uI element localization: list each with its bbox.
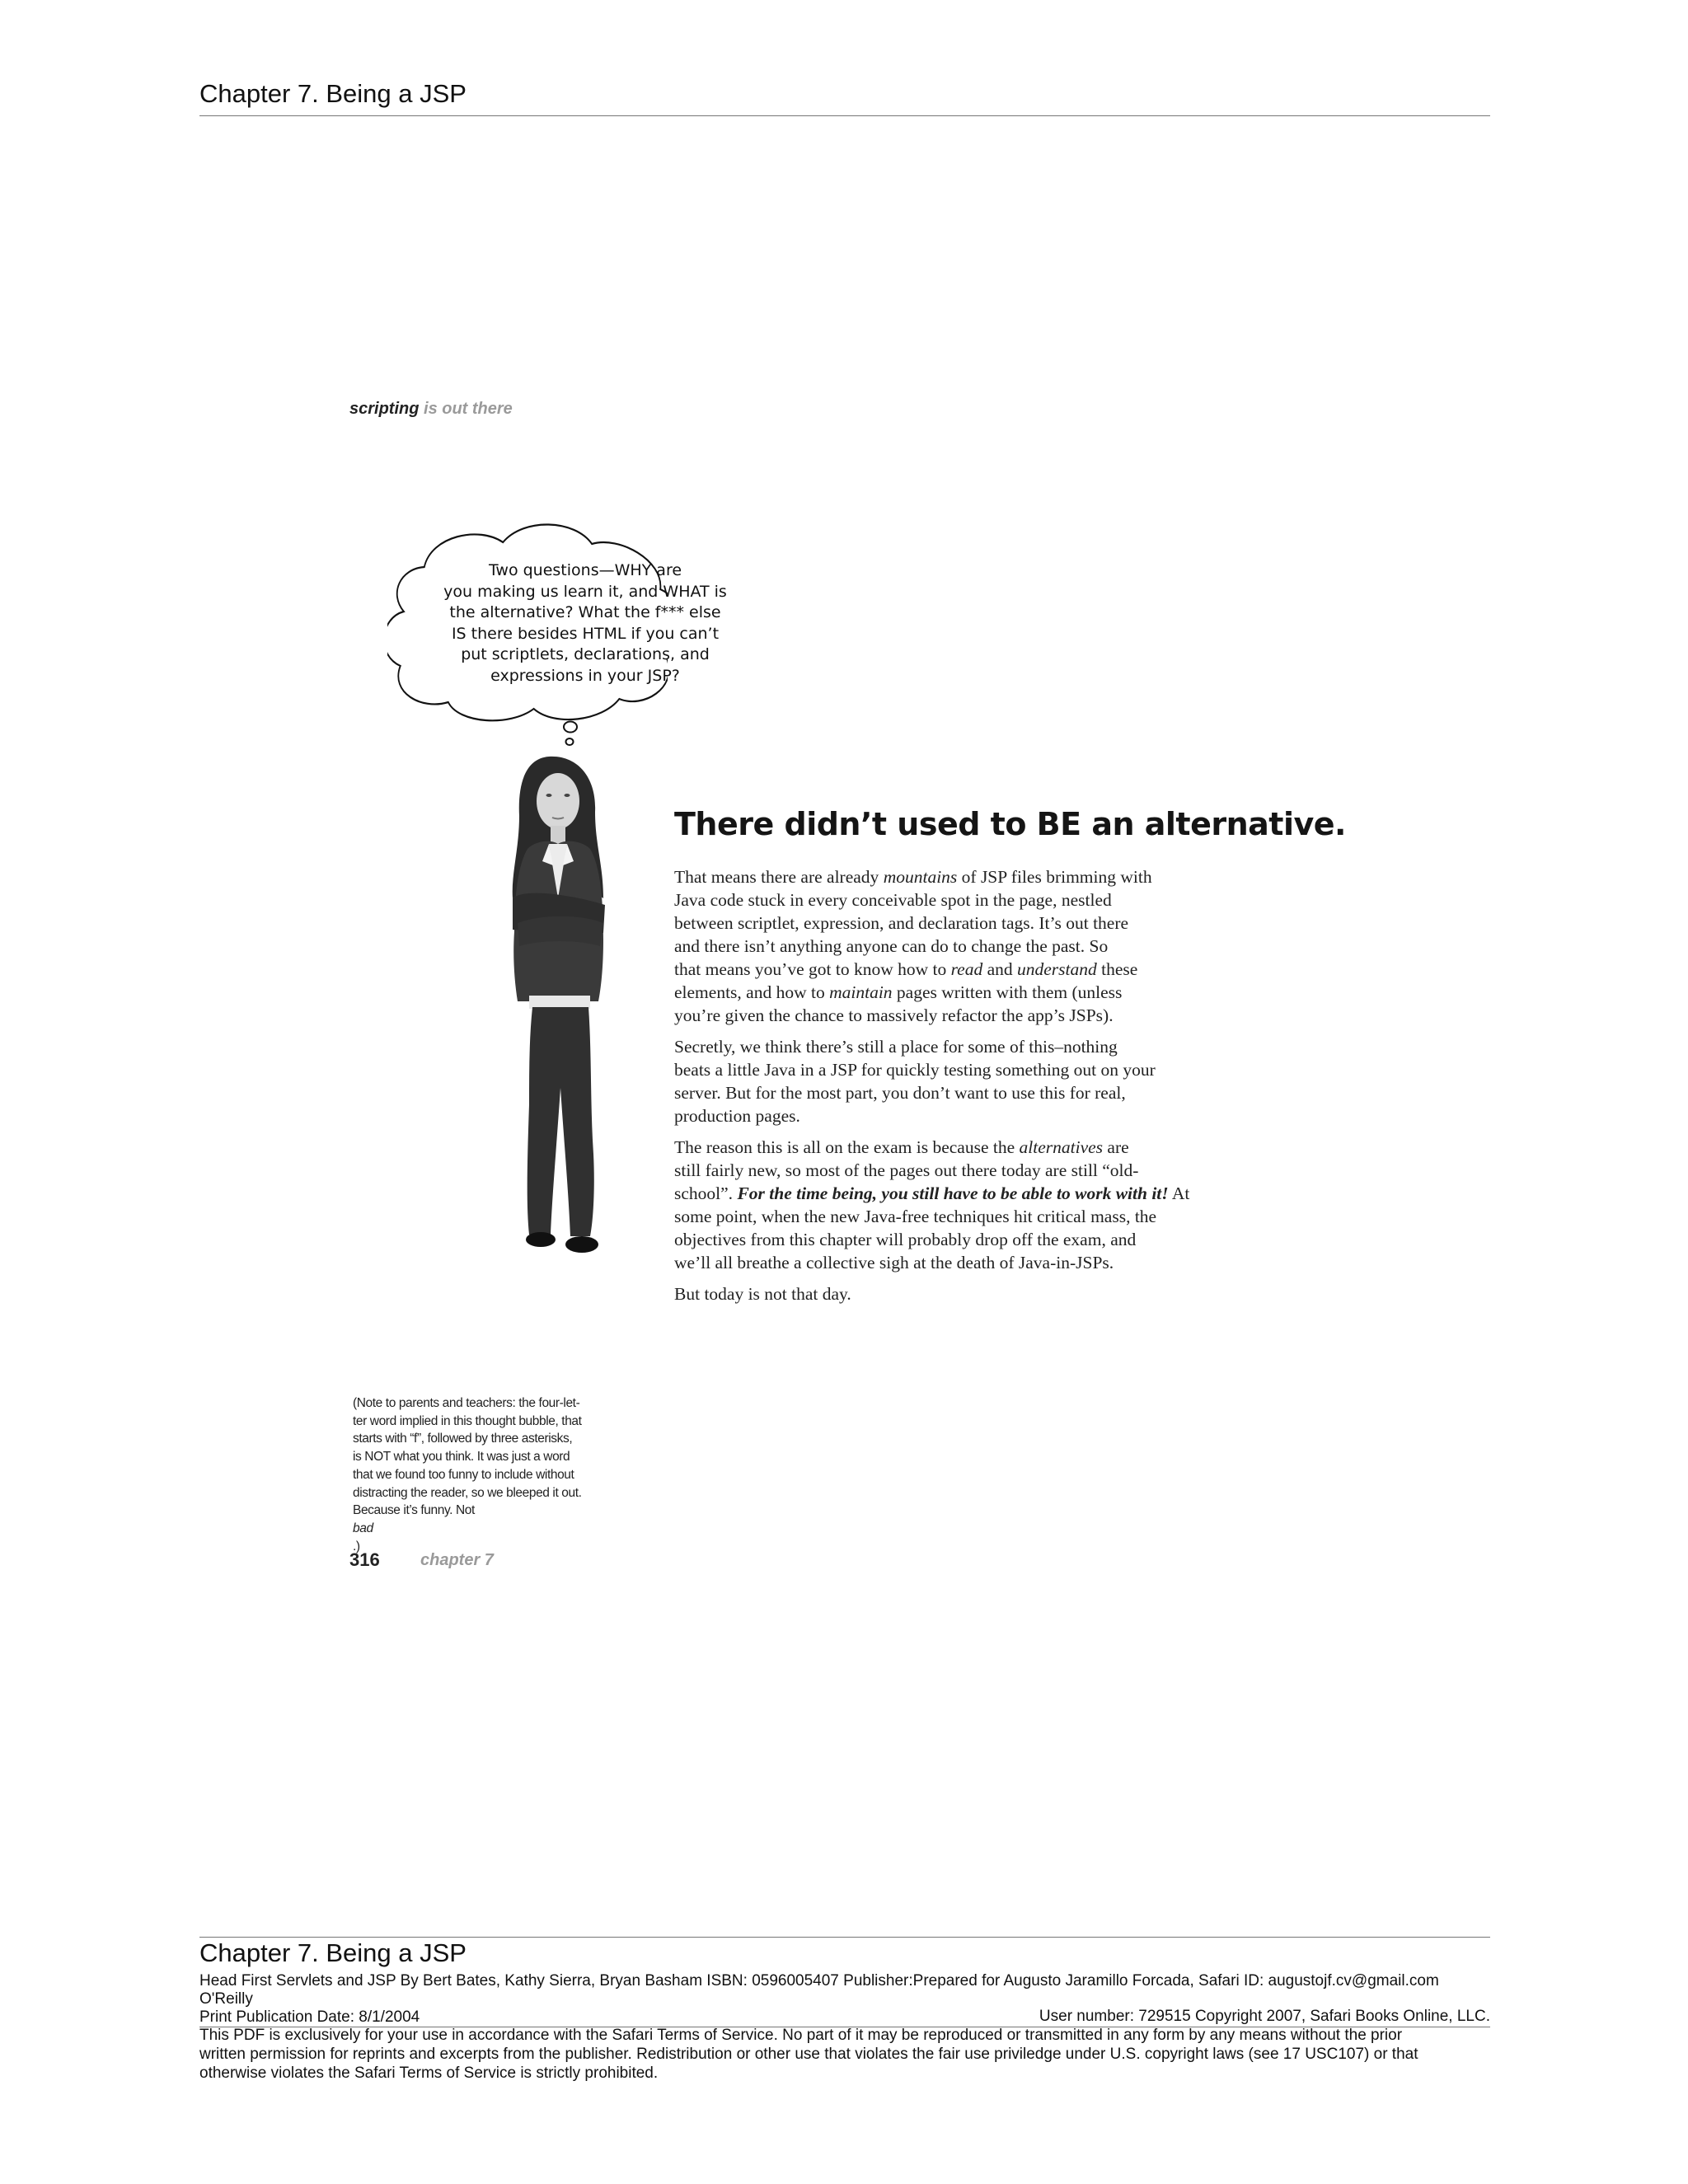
note-line: distracting the reader, so we bleeped it out.: [353, 1485, 582, 1500]
thought-line: expressions in your JSP?: [490, 666, 680, 685]
body-line: some point, when the new Java-free techniques hit critical mass, the: [674, 1207, 1157, 1226]
paragraph-2: [674, 1035, 1251, 1127]
body-line: Secretly, we think there’s still a place for some of this–nothing: [674, 1037, 1118, 1057]
note-line: Because it’s funny. Not bad .): [353, 1503, 475, 1554]
body-line: between scriptlet, expression, and declaration tags. It’s out there: [674, 913, 1129, 933]
body-line: school”. For the time being, you still have to be able to work with it! At: [674, 1183, 1190, 1203]
body-line: we’ll all breathe a collective sigh at the death of Java-in-JSPs.: [674, 1253, 1114, 1272]
body-line: The reason this is all on the exam is because the alternatives are: [674, 1137, 1129, 1157]
thought-line: put scriptlets, declarations, and: [461, 645, 710, 663]
body-line: production pages.: [674, 1106, 800, 1126]
paragraph-3: [674, 1136, 1251, 1274]
section-label: [349, 400, 513, 419]
paragraph-1: [674, 865, 1251, 1027]
footer-pub-date: Print Publication Date: 8/1/2004: [199, 2008, 420, 2026]
footer-top-rule: [199, 1937, 1490, 1938]
section-label-strong: scripting: [349, 400, 420, 418]
thought-line: IS there besides HTML if you can’t: [451, 624, 720, 643]
body-line: objectives from this chapter will probably drop off the exam, and: [674, 1230, 1137, 1249]
legal-line: otherwise violates the Safari Terms of Service is strictly prohibited.: [199, 2064, 659, 2082]
page-number: 316: [349, 1549, 380, 1570]
body-line: still fairly new, so most of the pages out there today are still “old-: [674, 1160, 1139, 1180]
thought-dot-small: [566, 738, 574, 745]
body-line: But today is not that day.: [674, 1284, 851, 1304]
thought-line: you making us learn it, and WHAT is: [443, 582, 727, 601]
note-line: ter word implied in this thought bubble, that: [353, 1413, 582, 1428]
body-line: that means you’ve got to know how to read and understand these: [674, 959, 1138, 979]
thought-dot-large: [564, 722, 577, 733]
paragraph-4: [674, 1282, 1251, 1305]
footer-publisher: O'Reilly: [199, 1990, 253, 2008]
body-line: elements, and how to maintain pages written with them (unless: [674, 982, 1123, 1002]
footer-chapter-title: Chapter 7. Being a JSP: [199, 1938, 467, 1967]
body-line: and there isn’t anything anyone can do to change the past. So: [674, 936, 1109, 956]
body-line: beats a little Java in a JSP for quickly testing something out on your: [674, 1060, 1156, 1080]
footer-book-info: Head First Servlets and JSP By Bert Bates, Kathy Sierra, Bryan Basham ISBN: 0596005407 Publisher:Prepared for Augusto Jaramillo Forcada, Safari ID: augustojf.cv@gmail.com: [199, 1972, 1439, 1990]
headline: There didn’t used to BE an alternative.: [674, 806, 1346, 842]
note-line: is NOT what you think. It was just a word: [353, 1450, 570, 1465]
chapter-header: Chapter 7. Being a JSP: [199, 79, 467, 108]
body-line: That means there are already mountains of JSP files brimming with: [674, 867, 1152, 887]
body-line: Java code stuck in every conceivable spot in the page, nestled: [674, 890, 1112, 910]
footer-user-info: User number: 729515 Copyright 2007, Safari Books Online, LLC.: [1039, 2008, 1490, 2025]
body-line: you’re given the chance to massively refactor the app’s JSPs).: [674, 1005, 1114, 1025]
footer-legal: [199, 2026, 1493, 2083]
thought-line: the alternative? What the f*** else: [449, 603, 721, 621]
header-rule: [199, 115, 1490, 116]
note-line: (Note to parents and teachers: the four-let-: [353, 1396, 580, 1410]
legal-line: written permission for reprints and excerpts from the publisher. Redistribution or other use that violates the fair use priviledge under U.S. copyright laws (see 17 USC107) or that: [199, 2046, 1418, 2063]
body-line: server. But for the most part, you don’t want to use this for real,: [674, 1083, 1126, 1103]
section-label-light: is out there: [419, 400, 513, 418]
thought-bubble-text: [420, 560, 750, 687]
woman-figure: [513, 757, 605, 1253]
note-line: that we found too funny to include without: [353, 1467, 574, 1482]
body-text: [674, 865, 1251, 1314]
note-line: starts with “f”, followed by three asterisks,: [353, 1432, 573, 1446]
legal-line: This PDF is exclusively for your use in accordance with the Safari Terms of Service. No part of it may be reproduced or transmitted in any form by any means without the prior: [199, 2027, 1403, 2044]
thought-line: Two questions—WHY are: [488, 561, 682, 579]
note-to-parents: [353, 1394, 617, 1555]
page-chapter-label: chapter 7: [420, 1551, 494, 1569]
